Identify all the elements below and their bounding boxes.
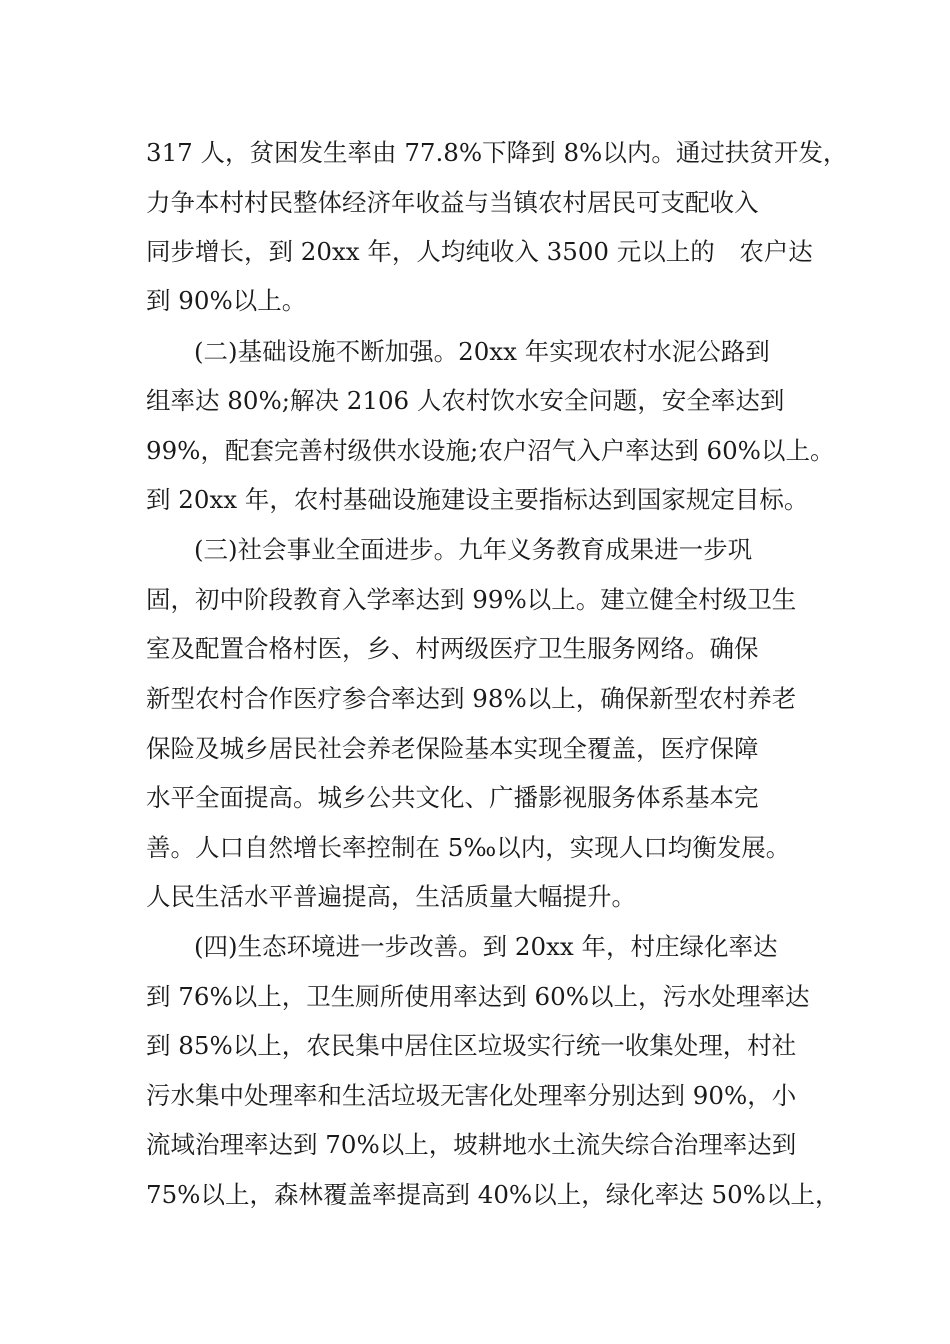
text-line-9: (三)社会事业全面进步。九年义务教育成果进一步巩	[194, 535, 753, 564]
text-line-7: 99%，配套完善村级供水设施;农户沼气入户率达到 60%以上。	[146, 436, 835, 465]
text-line-11: 室及配置合格村医，乡、村两级医疗卫生服务网络。确保	[146, 634, 759, 663]
text-line-8: 到 20xx 年，农村基础设施建设主要指标达到国家规定目标。	[146, 485, 809, 514]
text-line-10: 固，初中阶段教育入学率达到 99%以上。建立健全村级卫生	[146, 585, 797, 614]
text-line-21: 流域治理率达到 70%以上，坡耕地水土流失综合治理率达到	[146, 1130, 797, 1159]
text-line-6: 组率达 80%;解决 2106 人农村饮水安全问题，安全率达到	[146, 386, 785, 415]
text-line-1: 317 人，贫困发生率由 77.8%下降到 8%以内。通过扶贫开发，	[146, 138, 848, 167]
text-line-3: 同步增长，到 20xx 年，人均纯收入 3500 元以上的 农户达	[146, 237, 813, 266]
text-line-18: 到 76%以上，卫生厕所使用率达到 60%以上，污水处理率达	[146, 982, 810, 1011]
text-line-14: 水平全面提高。城乡公共文化、广播影视服务体系基本完	[146, 783, 759, 812]
text-line-16: 人民生活水平普遍提高，生活质量大幅提升。	[146, 882, 636, 911]
text-line-17: (四)生态环境进一步改善。到 20xx 年，村庄绿化率达	[194, 932, 778, 961]
text-line-15: 善。人口自然增长率控制在 5‰以内，实现人口均衡发展。	[146, 833, 791, 862]
text-line-12: 新型农村合作医疗参合率达到 98%以上，确保新型农村养老	[146, 684, 797, 713]
text-line-19: 到 85%以上，农民集中居住区垃圾实行统一收集处理，村社	[146, 1031, 797, 1060]
text-line-20: 污水集中处理率和生活垃圾无害化处理率分别达到 90%，小	[146, 1081, 797, 1110]
text-line-2: 力争本村村民整体经济年收益与当镇农村居民可支配收入	[146, 188, 759, 217]
text-line-22: 75%以上，森林覆盖率提高到 40%以上，绿化率达 50%以上，	[146, 1180, 840, 1209]
text-line-4: 到 90%以上。	[146, 286, 307, 315]
text-line-5: (二)基础设施不断加强。20xx 年实现农村水泥公路到	[194, 337, 770, 366]
text-line-13: 保险及城乡居民社会养老保险基本实现全覆盖，医疗保障	[146, 734, 759, 763]
